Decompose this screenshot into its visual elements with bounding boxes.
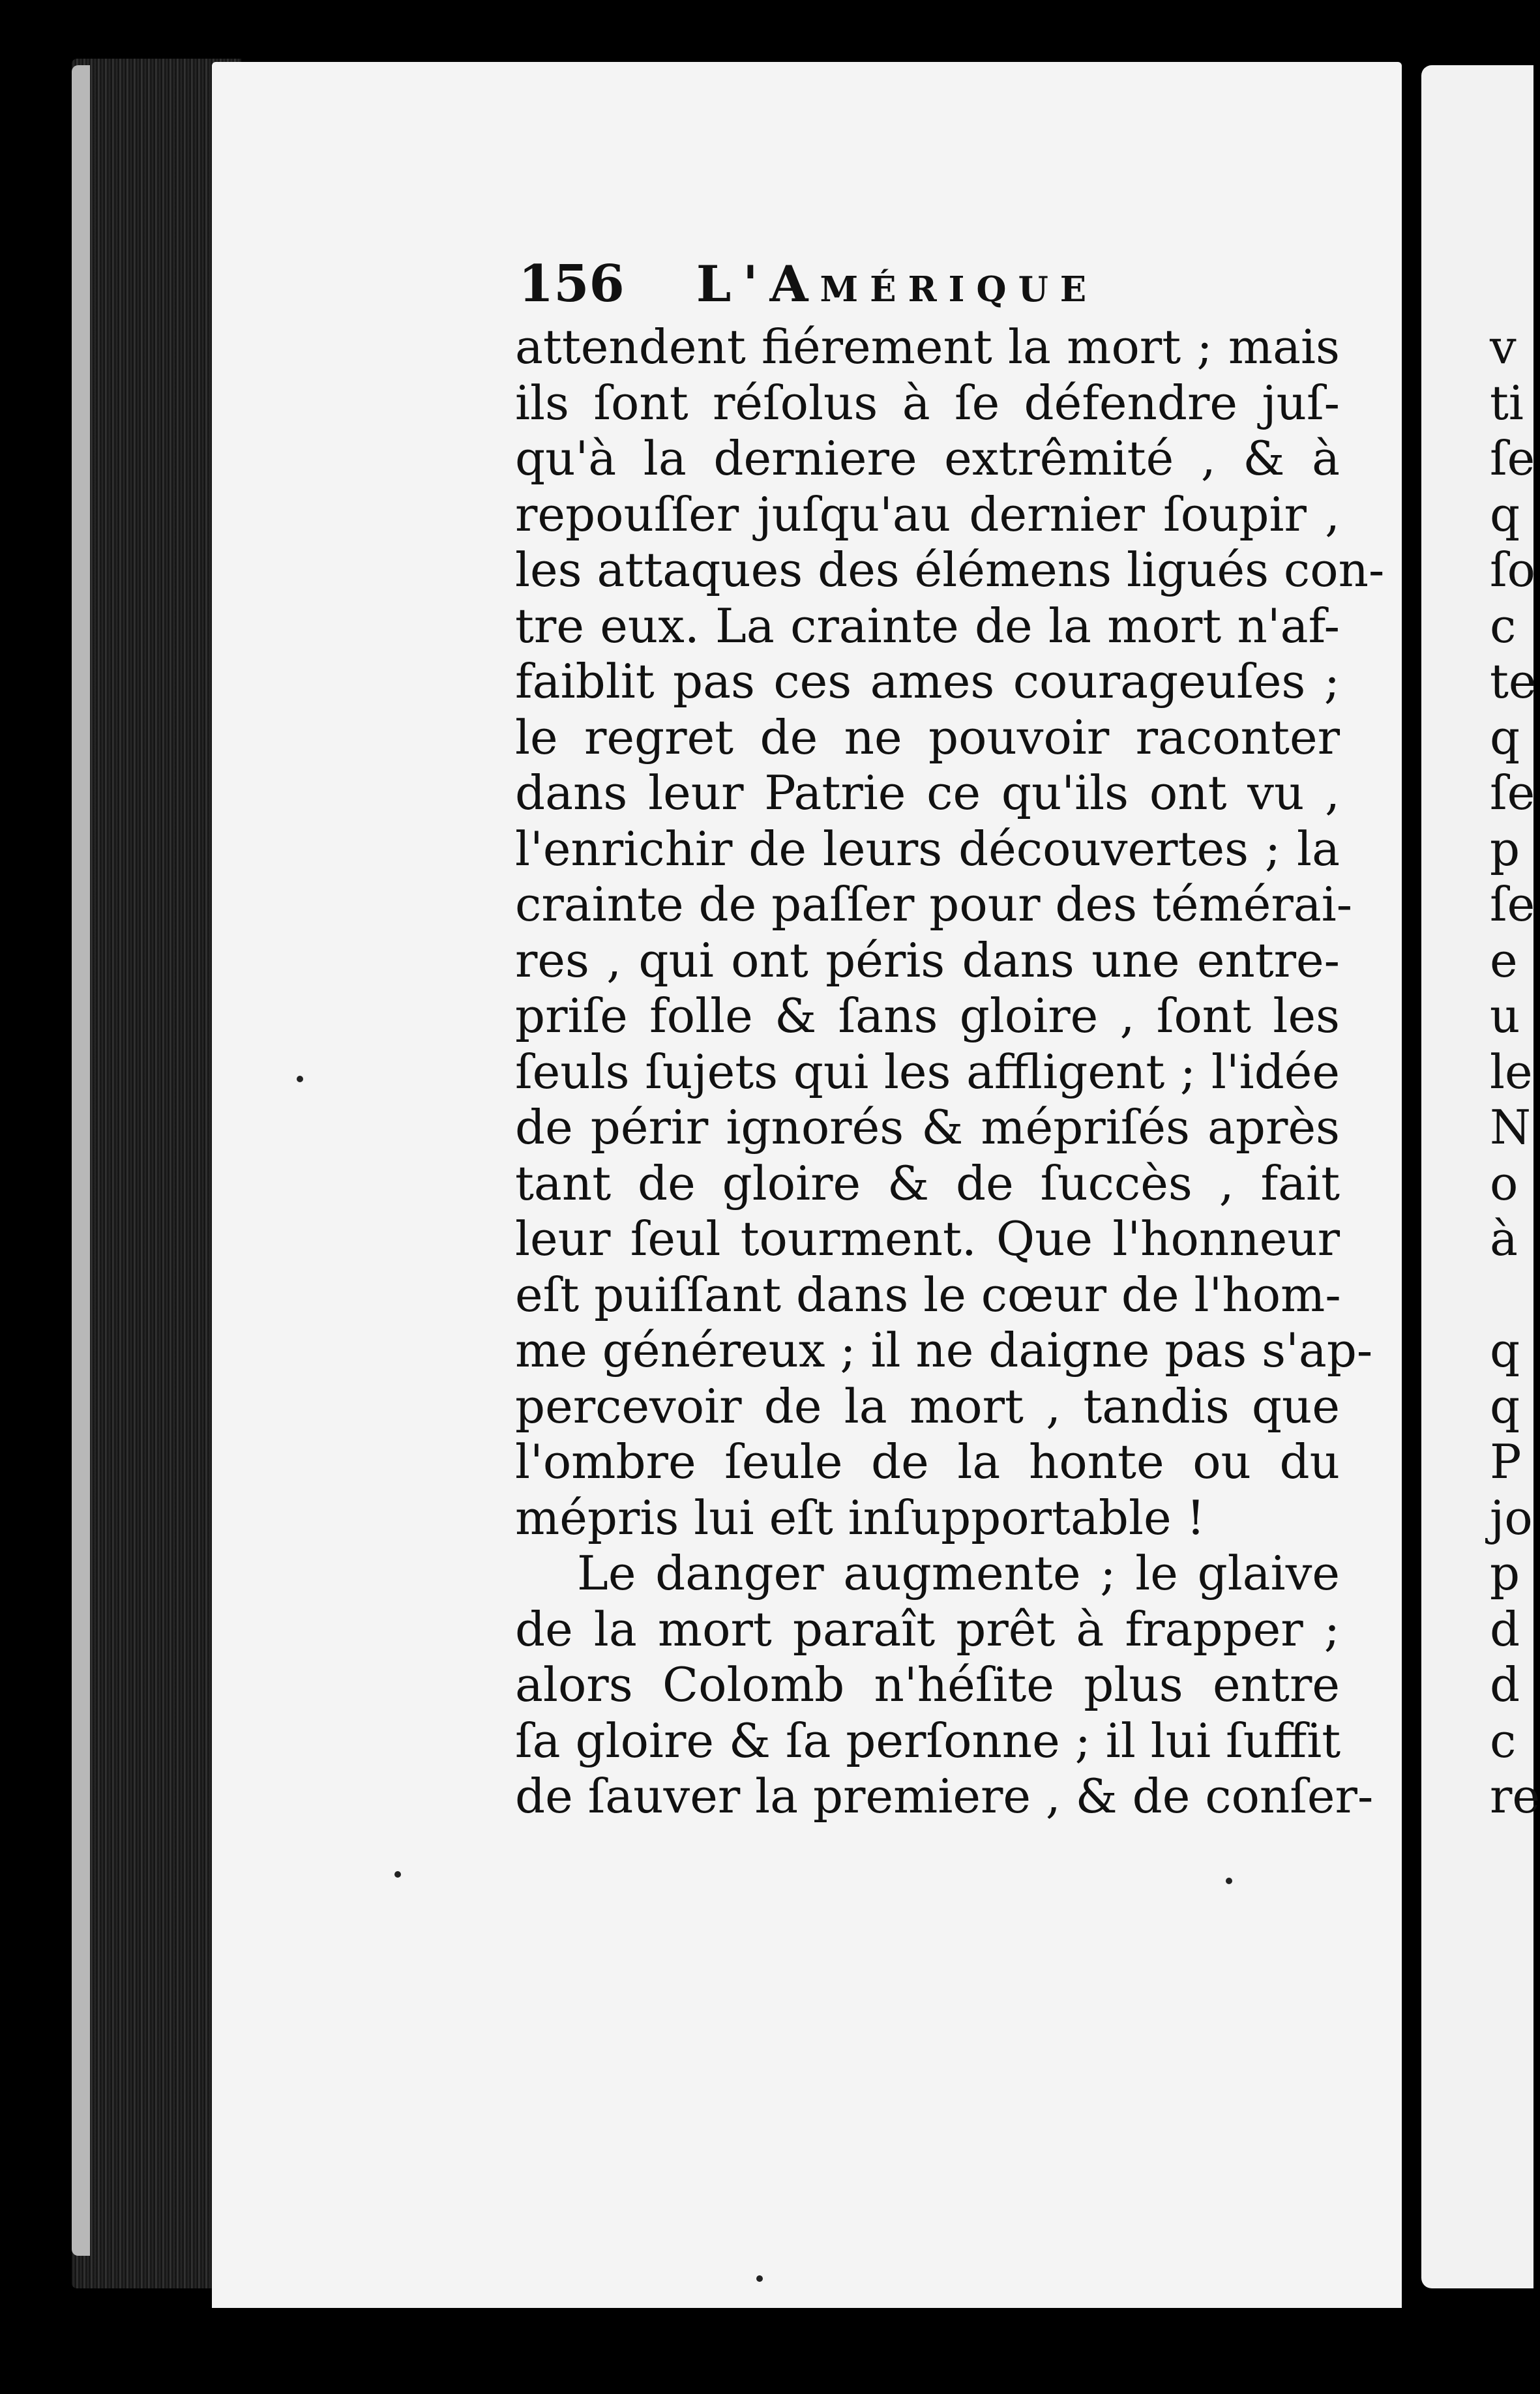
text-line: ils ſont réſolus à ſe défendre juſ- [515, 375, 1340, 430]
facing-text-fragment: u [1490, 988, 1520, 1043]
text-line: res , qui ont péris dans une entre- [515, 932, 1340, 988]
facing-text-fragment: d [1490, 1601, 1520, 1657]
facing-text-fragment: p [1490, 821, 1520, 876]
facing-text-fragment: re [1490, 1769, 1540, 1824]
text-line: priſe folle & ſans gloire , ſont les [515, 988, 1340, 1043]
facing-text-fragment: ſe [1490, 765, 1535, 820]
facing-page-text [1490, 319, 1540, 1825]
facing-text-fragment: te [1490, 654, 1537, 709]
facing-text-fragment: N [1490, 1100, 1531, 1155]
facing-text-fragment: q [1490, 709, 1520, 765]
text-line: Le danger augmente ; le glaive [577, 1546, 1340, 1601]
facing-text-fragment: q [1490, 1378, 1520, 1434]
text-line: percevoir de la mort , tandis que [515, 1378, 1340, 1434]
text-line: les attaques des élémens ligués con- [515, 542, 1385, 597]
facing-text-fragment: jo [1490, 1490, 1533, 1545]
ink-speck [756, 2275, 763, 2282]
text-line: de périr ignorés & mépriſés après [515, 1100, 1340, 1155]
text-line: me généreux ; il ne daigne pas s'ap- [515, 1323, 1373, 1378]
text-line: crainte de paſſer pour des témérai- [515, 877, 1353, 932]
body-text [515, 319, 1385, 1825]
text-line: tant de gloire & de ſuccès , fait [515, 1155, 1340, 1211]
facing-text-fragment: ſo [1490, 542, 1535, 597]
facing-text-fragment: d [1490, 1657, 1520, 1712]
text-line: mépris lui eſt inſupportable ! [515, 1490, 1206, 1545]
facing-text-fragment: le [1490, 1044, 1533, 1099]
facing-text-fragment: P [1490, 1434, 1522, 1489]
facing-text-fragment [1490, 1267, 1533, 1323]
facing-text-fragment: o [1490, 1155, 1518, 1211]
text-line: l'enrichir de leurs découvertes ; la [515, 821, 1340, 876]
text-line: dans leur Patrie ce qu'ils ont vu , [515, 765, 1340, 820]
book-spine-highlight [72, 65, 90, 2256]
facing-text-fragment: à [1490, 1211, 1518, 1266]
text-line: eſt puiſſant dans le cœur de l'hom- [515, 1267, 1341, 1322]
facing-text-fragment: q [1490, 1323, 1520, 1378]
text-line: de la mort paraît prêt à frapper ; [515, 1601, 1340, 1657]
facing-text-fragment: v [1490, 319, 1517, 374]
running-title: L'Amérique [696, 255, 1099, 313]
facing-text-fragment: c [1490, 598, 1517, 653]
ink-speck [1226, 1878, 1232, 1884]
facing-text-fragment: q [1490, 486, 1520, 542]
text-line: de ſauver la premiere , & de conſer- [515, 1769, 1374, 1824]
ink-speck [394, 1871, 401, 1878]
facing-text-fragment: e [1490, 932, 1518, 988]
facing-text-fragment: ſe [1490, 431, 1535, 486]
text-line: faiblit pas ces ames courageuſes ; [515, 654, 1340, 709]
text-line: qu'à la derniere extrêmité , & à [515, 431, 1340, 486]
text-line: ſeuls ſujets qui les affligent ; l'idée [515, 1044, 1340, 1099]
page-number: 156 [518, 254, 625, 314]
facing-text-fragment: p [1490, 1546, 1520, 1601]
facing-text-fragment: ti [1490, 375, 1524, 430]
text-line: l'ombre ſeule de la honte ou du [515, 1434, 1340, 1489]
text-line: le regret de ne pouvoir raconter [515, 709, 1340, 765]
text-line: leur ſeul tourment. Que l'honneur [515, 1211, 1340, 1266]
text-line: ſa gloire & ſa perſonne ; il lui ſuffit [515, 1713, 1341, 1768]
text-line: repouſſer juſqu'au dernier ſoupir , [515, 486, 1340, 542]
running-head [518, 254, 1203, 326]
text-line: attendent fiérement la mort ; mais [515, 319, 1340, 374]
text-line: tre eux. La crainte de la mort n'af- [515, 598, 1340, 653]
text-line: alors Colomb n'héſite plus entre [515, 1657, 1340, 1712]
ink-speck [297, 1076, 303, 1082]
facing-text-fragment: c [1490, 1713, 1517, 1768]
facing-text-fragment: ſe [1490, 877, 1535, 932]
